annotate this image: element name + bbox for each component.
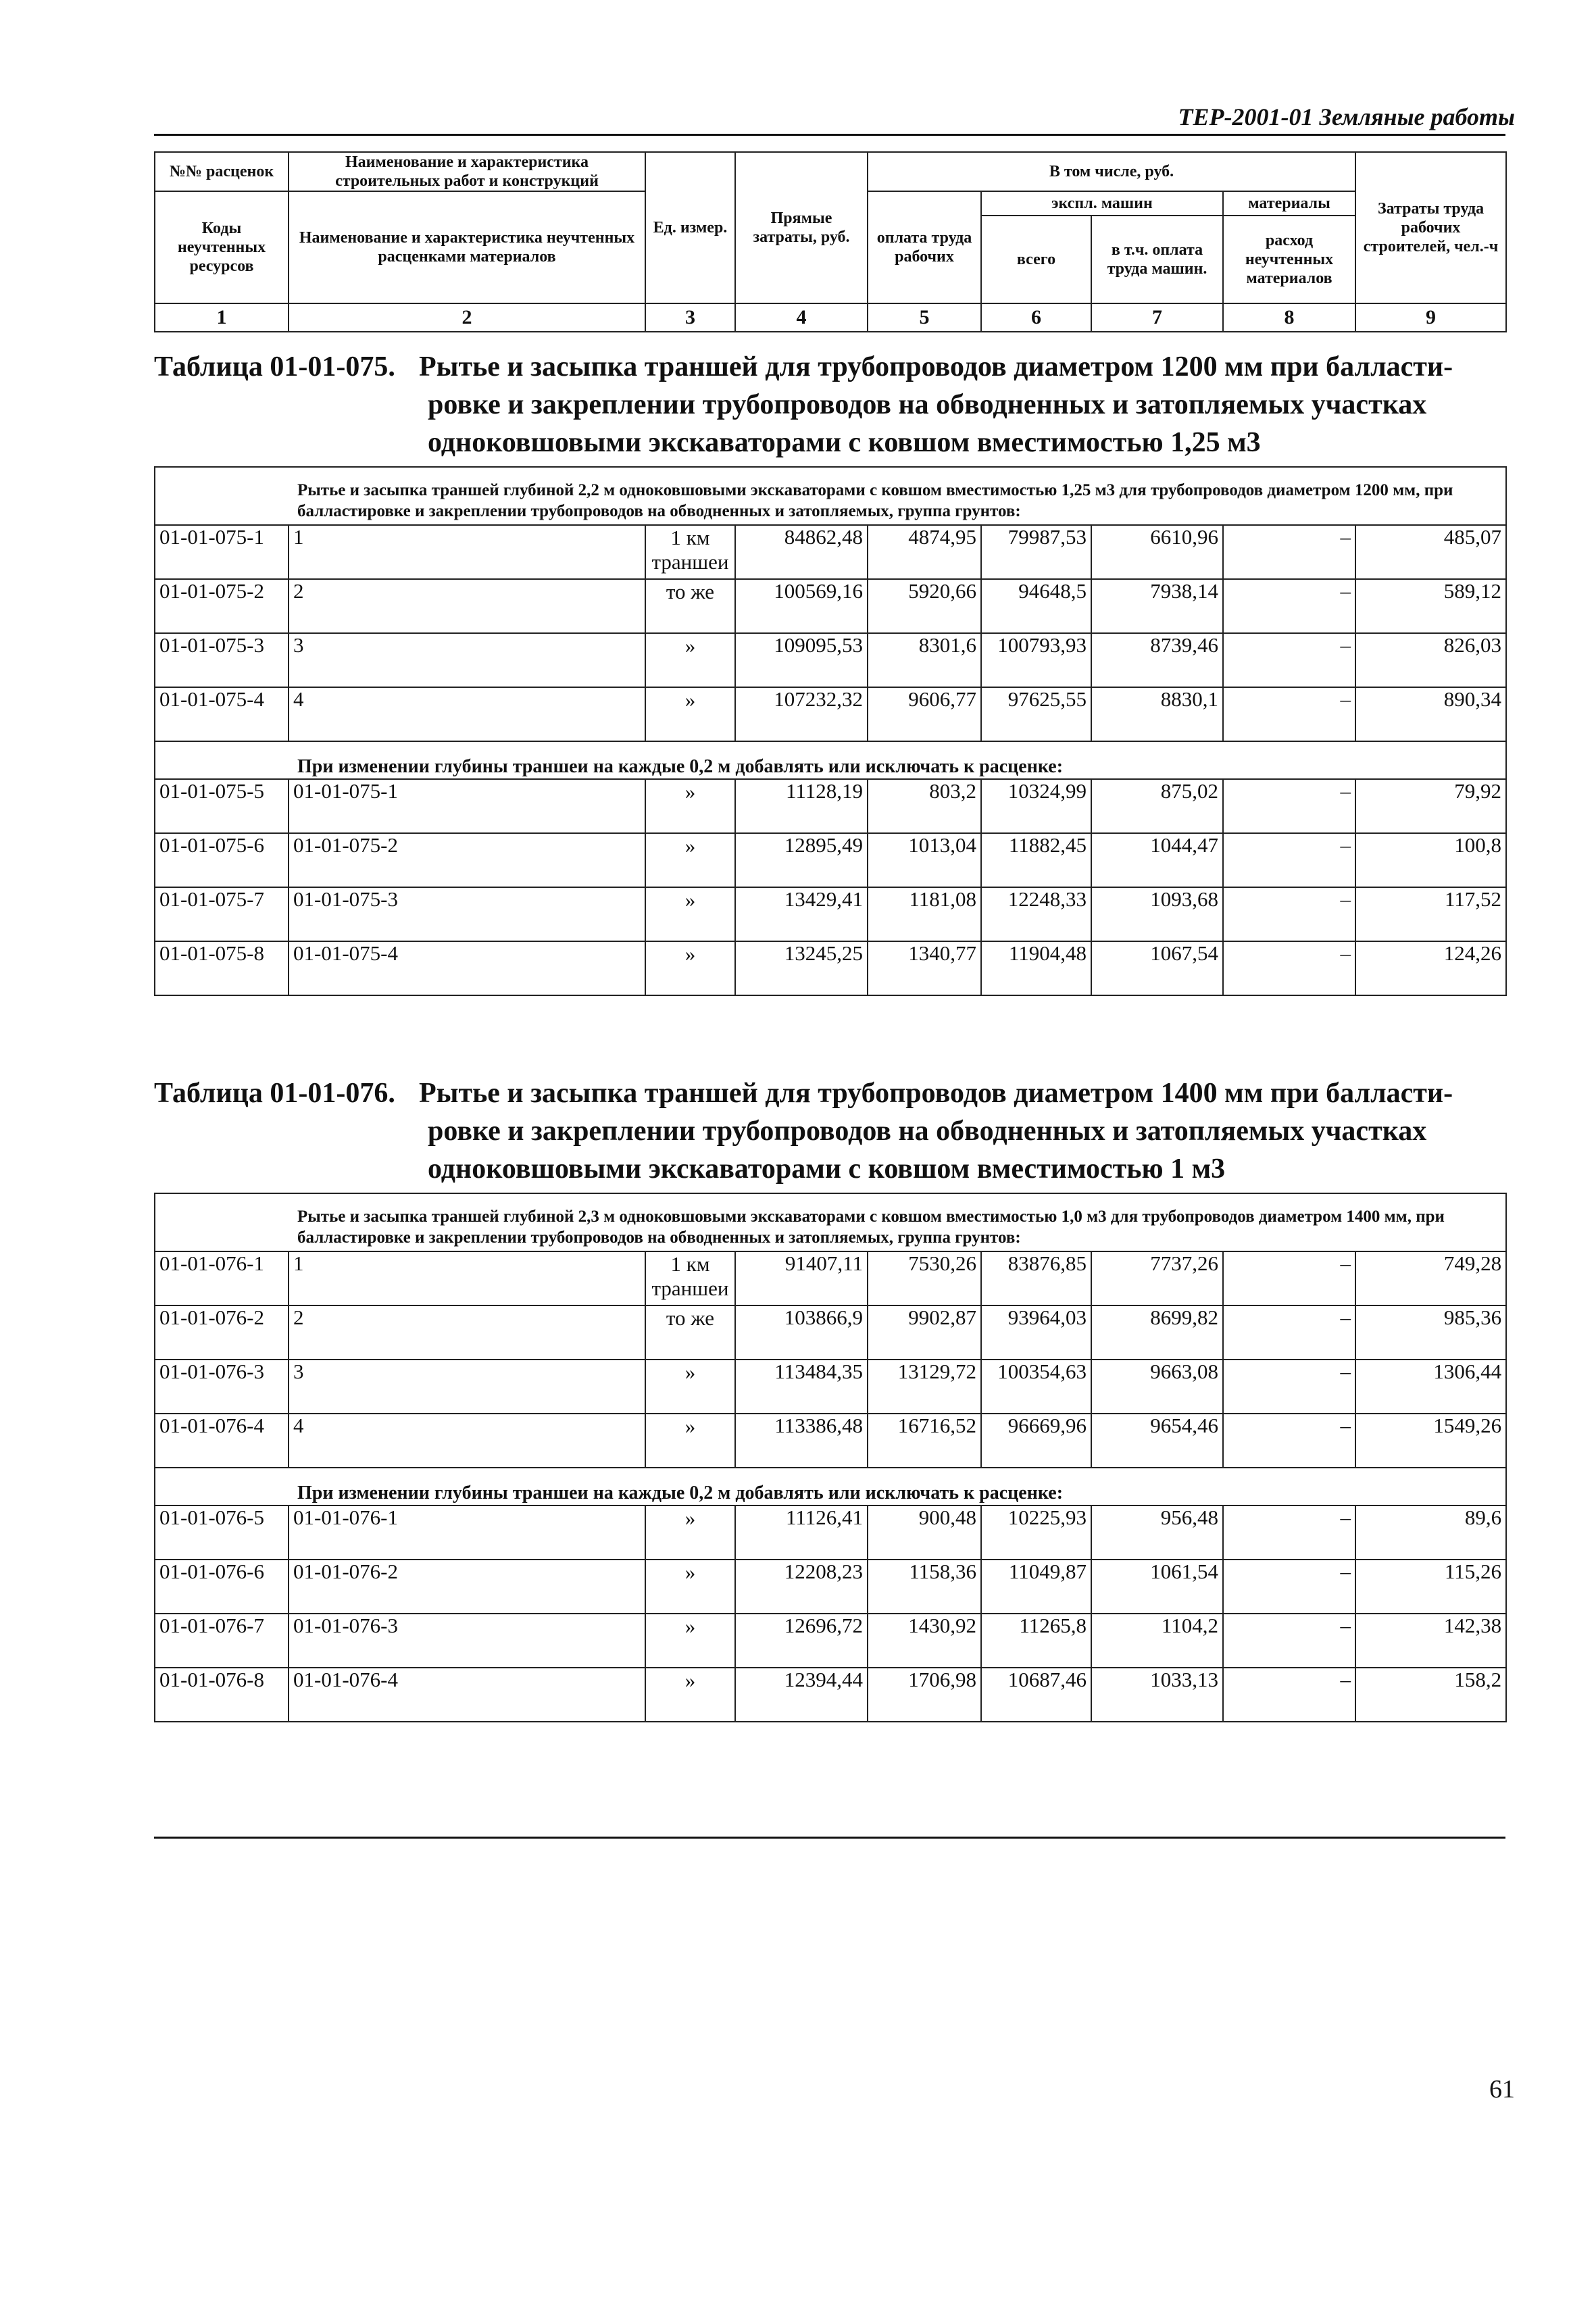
machines-labor: 956,48 <box>1091 1505 1223 1560</box>
direct-cost: 11126,41 <box>735 1505 868 1560</box>
direct-cost: 13245,25 <box>735 941 868 995</box>
materials: – <box>1223 525 1355 579</box>
machines-total: 10225,93 <box>981 1505 1091 1560</box>
work-name: 01-01-075-2 <box>289 833 645 887</box>
materials: – <box>1223 1614 1355 1668</box>
unit-cell: » <box>645 1505 735 1560</box>
machines-labor: 8830,1 <box>1091 687 1223 741</box>
unit-cell: 1 км траншеи <box>645 1251 735 1305</box>
labor-hours: 124,26 <box>1355 941 1506 995</box>
materials: – <box>1223 1505 1355 1560</box>
materials: – <box>1223 579 1355 633</box>
labor-hours: 115,26 <box>1355 1560 1506 1614</box>
col-number: 1 <box>155 303 289 332</box>
labor-pay: 1181,08 <box>868 887 981 941</box>
labor-hours: 985,36 <box>1355 1305 1506 1360</box>
col-number: 5 <box>868 303 981 332</box>
machines-total: 12248,33 <box>981 887 1091 941</box>
table-row <box>155 1360 1506 1414</box>
work-name: 4 <box>289 1414 645 1468</box>
table-row <box>155 887 1506 941</box>
labor-pay: 5920,66 <box>868 579 981 633</box>
col-number: 8 <box>1223 303 1355 332</box>
direct-cost: 84862,48 <box>735 525 868 579</box>
header-unit: Ед. измер. <box>645 152 735 303</box>
unit-cell: » <box>645 1560 735 1614</box>
table-description: Рытье и засыпка траншей глубиной 2,2 м одноковшовыми экскаваторами с ковшом вместимостью 1,25 м3 для трубопроводов диаметром 1200 мм, при балластировке и закреплении трубопроводов на обводненных и затопляемых, группа грунтов: <box>155 467 1506 525</box>
col-number: 7 <box>1091 303 1223 332</box>
work-name: 2 <box>289 1305 645 1360</box>
machines-total: 11265,8 <box>981 1614 1091 1668</box>
machines-total: 11882,45 <box>981 833 1091 887</box>
work-name: 01-01-075-3 <box>289 887 645 941</box>
rates-table <box>154 466 1507 996</box>
rate-code: 01-01-075-5 <box>155 779 289 833</box>
unit-cell: » <box>645 833 735 887</box>
table-title-line: одноковшовыми экскаваторами с ковшом вместимостью 1,25 м3 <box>428 427 1261 458</box>
unit-cell: 1 км траншеи <box>645 525 735 579</box>
header-name-bottom: Наименование и характеристика неучтенных расценками материалов <box>289 191 645 303</box>
labor-hours: 1306,44 <box>1355 1360 1506 1414</box>
machines-labor: 875,02 <box>1091 779 1223 833</box>
labor-hours: 485,07 <box>1355 525 1506 579</box>
unit-cell: » <box>645 1668 735 1722</box>
table-title-line: Рытье и засыпка траншей для трубопроводов диаметром 1400 мм при балласти- <box>419 1078 1453 1109</box>
unit-cell: то же <box>645 579 735 633</box>
labor-hours: 100,8 <box>1355 833 1506 887</box>
work-name: 3 <box>289 633 645 687</box>
rate-code: 01-01-076-2 <box>155 1305 289 1360</box>
machines-total: 83876,85 <box>981 1251 1091 1305</box>
column-header-table <box>154 151 1507 332</box>
direct-cost: 12696,72 <box>735 1614 868 1668</box>
machines-total: 100793,93 <box>981 633 1091 687</box>
rate-code: 01-01-076-3 <box>155 1360 289 1414</box>
header-machines-labor: в т.ч. оплата труда машин. <box>1091 216 1223 303</box>
work-name: 01-01-076-4 <box>289 1668 645 1722</box>
machines-total: 10687,46 <box>981 1668 1091 1722</box>
rate-code: 01-01-075-6 <box>155 833 289 887</box>
direct-cost: 113484,35 <box>735 1360 868 1414</box>
labor-hours: 890,34 <box>1355 687 1506 741</box>
direct-cost: 103866,9 <box>735 1305 868 1360</box>
rate-code: 01-01-076-4 <box>155 1414 289 1468</box>
labor-hours: 826,03 <box>1355 633 1506 687</box>
labor-hours: 749,28 <box>1355 1251 1506 1305</box>
labor-pay: 1706,98 <box>868 1668 981 1722</box>
work-name: 01-01-076-2 <box>289 1560 645 1614</box>
table-title-line: ровке и закреплении трубопроводов на обводненных и затопляемых участках <box>428 1116 1427 1147</box>
direct-cost: 12394,44 <box>735 1668 868 1722</box>
machines-total: 96669,96 <box>981 1414 1091 1468</box>
machines-total: 97625,55 <box>981 687 1091 741</box>
materials: – <box>1223 1360 1355 1414</box>
labor-hours: 589,12 <box>1355 579 1506 633</box>
col-number: 4 <box>735 303 868 332</box>
materials: – <box>1223 1668 1355 1722</box>
depth-adjustment-note: При изменении глубины траншеи на каждые 0,2 м добавлять или исключать к расценке: <box>155 741 1506 779</box>
col-number: 2 <box>289 303 645 332</box>
rate-code: 01-01-075-7 <box>155 887 289 941</box>
direct-cost: 11128,19 <box>735 779 868 833</box>
unit-cell: » <box>645 687 735 741</box>
machines-total: 10324,99 <box>981 779 1091 833</box>
table-title-line: Рытье и засыпка траншей для трубопроводов диаметром 1200 мм при балласти- <box>419 351 1453 382</box>
materials: – <box>1223 1560 1355 1614</box>
col-number: 6 <box>981 303 1091 332</box>
materials: – <box>1223 633 1355 687</box>
direct-cost: 107232,32 <box>735 687 868 741</box>
machines-labor: 1044,47 <box>1091 833 1223 887</box>
materials: – <box>1223 1414 1355 1468</box>
machines-labor: 8699,82 <box>1091 1305 1223 1360</box>
materials: – <box>1223 687 1355 741</box>
direct-cost: 91407,11 <box>735 1251 868 1305</box>
machines-labor: 1067,54 <box>1091 941 1223 995</box>
labor-pay: 1013,04 <box>868 833 981 887</box>
rates-table <box>154 1193 1507 1722</box>
rate-code: 01-01-076-1 <box>155 1251 289 1305</box>
table-number: Таблица 01-01-076. <box>154 1078 395 1109</box>
direct-cost: 109095,53 <box>735 633 868 687</box>
labor-pay: 803,2 <box>868 779 981 833</box>
table-number: Таблица 01-01-075. <box>154 351 395 382</box>
header-group-machines: экспл. машин <box>981 191 1223 216</box>
labor-pay: 900,48 <box>868 1505 981 1560</box>
labor-pay: 8301,6 <box>868 633 981 687</box>
rate-code: 01-01-076-8 <box>155 1668 289 1722</box>
table-row <box>155 779 1506 833</box>
materials: – <box>1223 887 1355 941</box>
work-name: 2 <box>289 579 645 633</box>
footer-rule <box>154 1837 1505 1839</box>
header-group-materials: материалы <box>1223 191 1355 216</box>
table-title-line: одноковшовыми экскаваторами с ковшом вместимостью 1 м3 <box>428 1153 1226 1185</box>
labor-pay: 1340,77 <box>868 941 981 995</box>
header-materials-usage: расход неучтенных материалов <box>1223 216 1355 303</box>
machines-labor: 7737,26 <box>1091 1251 1223 1305</box>
note-row <box>155 741 1506 779</box>
rate-code: 01-01-075-2 <box>155 579 289 633</box>
direct-cost: 13429,41 <box>735 887 868 941</box>
table-row <box>155 579 1506 633</box>
rate-code: 01-01-076-5 <box>155 1505 289 1560</box>
header-group-including: В том числе, руб. <box>868 152 1355 191</box>
table-row <box>155 941 1506 995</box>
header-codes-bottom: Коды неучтенных ресурсов <box>155 191 289 303</box>
running-header: ТЕР-2001-01 Земляные работы <box>1178 103 1515 130</box>
machines-labor: 1033,13 <box>1091 1668 1223 1722</box>
work-name: 1 <box>289 1251 645 1305</box>
labor-pay: 13129,72 <box>868 1360 981 1414</box>
labor-hours: 142,38 <box>1355 1614 1506 1668</box>
table-title-line: ровке и закреплении трубопроводов на обводненных и затопляемых участках <box>428 389 1427 420</box>
table-row <box>155 1305 1506 1360</box>
table-row <box>155 833 1506 887</box>
rate-code: 01-01-075-3 <box>155 633 289 687</box>
labor-pay: 1158,36 <box>868 1560 981 1614</box>
header-codes-top: №№ расценок <box>155 152 289 191</box>
depth-adjustment-note: При изменении глубины траншеи на каждые 0,2 м добавлять или исключать к расценке: <box>155 1468 1506 1505</box>
table-row <box>155 633 1506 687</box>
machines-total: 100354,63 <box>981 1360 1091 1414</box>
machines-total: 11049,87 <box>981 1560 1091 1614</box>
table-row <box>155 1251 1506 1305</box>
direct-cost: 100569,16 <box>735 579 868 633</box>
work-name: 4 <box>289 687 645 741</box>
machines-labor: 7938,14 <box>1091 579 1223 633</box>
note-row <box>155 1468 1506 1505</box>
machines-labor: 1093,68 <box>1091 887 1223 941</box>
work-name: 01-01-076-1 <box>289 1505 645 1560</box>
machines-total: 94648,5 <box>981 579 1091 633</box>
table-title <box>154 348 1505 462</box>
machines-labor: 9663,08 <box>1091 1360 1223 1414</box>
work-name: 01-01-076-3 <box>289 1614 645 1668</box>
labor-hours: 158,2 <box>1355 1668 1506 1722</box>
labor-pay: 7530,26 <box>868 1251 981 1305</box>
unit-cell: » <box>645 1414 735 1468</box>
machines-total: 79987,53 <box>981 525 1091 579</box>
direct-cost: 12895,49 <box>735 833 868 887</box>
labor-hours: 1549,26 <box>1355 1414 1506 1468</box>
header-rule <box>154 134 1505 136</box>
work-name: 3 <box>289 1360 645 1414</box>
unit-cell: » <box>645 941 735 995</box>
header-direct-costs: Прямые затраты, руб. <box>735 152 868 303</box>
page-number: 61 <box>1489 2075 1515 2104</box>
labor-pay: 9902,87 <box>868 1305 981 1360</box>
table-row <box>155 1414 1506 1468</box>
header-machines-total: всего <box>981 216 1091 303</box>
rate-code: 01-01-075-4 <box>155 687 289 741</box>
machines-labor: 1104,2 <box>1091 1614 1223 1668</box>
labor-hours: 79,92 <box>1355 779 1506 833</box>
table-row <box>155 525 1506 579</box>
table-description: Рытье и засыпка траншей глубиной 2,3 м одноковшовыми экскаваторами с ковшом вместимостью 1,0 м3 для трубопроводов диаметром 1400 мм, при балластировке и закреплении трубопроводов на обводненных и затопляемых, группа грунтов: <box>155 1193 1506 1251</box>
labor-pay: 4874,95 <box>868 525 981 579</box>
materials: – <box>1223 779 1355 833</box>
work-name: 01-01-075-1 <box>289 779 645 833</box>
col-number: 9 <box>1355 303 1506 332</box>
header-name-top: Наименование и характеристика строительных работ и конструкций <box>289 152 645 191</box>
unit-cell: » <box>645 1614 735 1668</box>
col-number: 3 <box>645 303 735 332</box>
work-name: 1 <box>289 525 645 579</box>
machines-labor: 9654,46 <box>1091 1414 1223 1468</box>
unit-cell: то же <box>645 1305 735 1360</box>
direct-cost: 12208,23 <box>735 1560 868 1614</box>
unit-cell: » <box>645 633 735 687</box>
labor-hours: 117,52 <box>1355 887 1506 941</box>
table-row <box>155 1505 1506 1560</box>
machines-labor: 6610,96 <box>1091 525 1223 579</box>
machines-total: 93964,03 <box>981 1305 1091 1360</box>
labor-pay: 16716,52 <box>868 1414 981 1468</box>
table-row <box>155 687 1506 741</box>
unit-cell: » <box>645 887 735 941</box>
unit-cell: » <box>645 779 735 833</box>
table-row <box>155 1668 1506 1722</box>
rate-code: 01-01-076-7 <box>155 1614 289 1668</box>
labor-pay: 9606,77 <box>868 687 981 741</box>
machines-labor: 1061,54 <box>1091 1560 1223 1614</box>
labor-hours: 89,6 <box>1355 1505 1506 1560</box>
header-labor-pay: оплата труда рабочих <box>868 191 981 303</box>
direct-cost: 113386,48 <box>735 1414 868 1468</box>
labor-pay: 1430,92 <box>868 1614 981 1668</box>
work-name: 01-01-075-4 <box>289 941 645 995</box>
rate-code: 01-01-076-6 <box>155 1560 289 1614</box>
rate-code: 01-01-075-8 <box>155 941 289 995</box>
machines-labor: 8739,46 <box>1091 633 1223 687</box>
materials: – <box>1223 1251 1355 1305</box>
materials: – <box>1223 1305 1355 1360</box>
materials: – <box>1223 833 1355 887</box>
description-row <box>155 1193 1506 1251</box>
description-row <box>155 467 1506 525</box>
unit-cell: » <box>645 1360 735 1414</box>
rate-code: 01-01-075-1 <box>155 525 289 579</box>
table-row <box>155 1614 1506 1668</box>
table-title <box>154 1074 1505 1188</box>
header-labor-hours: Затраты труда рабочих строителей, чел.-ч <box>1355 152 1506 303</box>
machines-total: 11904,48 <box>981 941 1091 995</box>
table-row <box>155 1560 1506 1614</box>
materials: – <box>1223 941 1355 995</box>
